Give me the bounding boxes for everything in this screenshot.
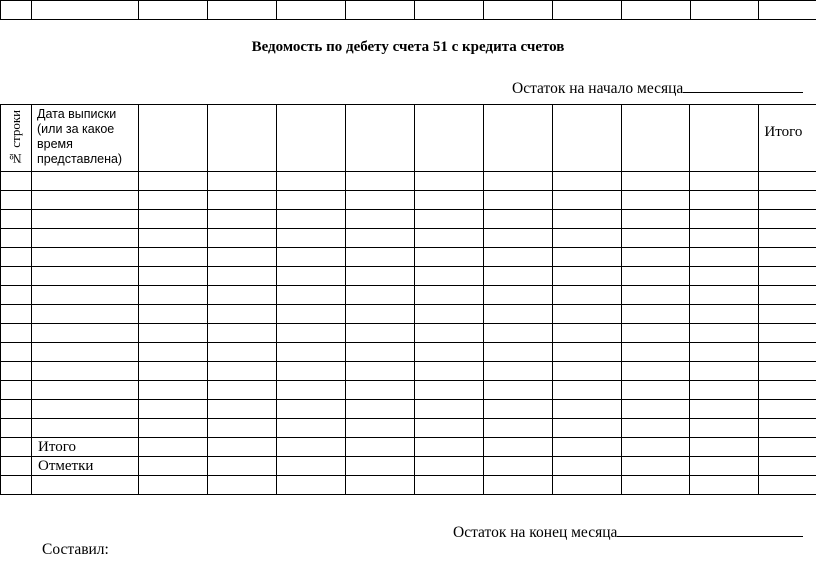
footer-total-label: Итого bbox=[32, 438, 139, 457]
header-account-cell[interactable] bbox=[690, 105, 759, 172]
table-row[interactable] bbox=[1, 343, 816, 362]
page-title: Ведомость по дебету счета 51 с кредита счетов bbox=[251, 39, 565, 55]
table-row[interactable] bbox=[1, 229, 816, 248]
table-header-row bbox=[1, 105, 816, 172]
closing-balance-field[interactable] bbox=[617, 522, 803, 537]
opening-balance bbox=[512, 78, 803, 98]
table-row[interactable] bbox=[1, 476, 816, 495]
header-date: Дата выписки (или за какое время представлена) bbox=[32, 105, 139, 172]
opening-balance-field[interactable] bbox=[683, 78, 803, 93]
table-row[interactable] bbox=[1, 267, 816, 286]
header-account-cell[interactable] bbox=[621, 105, 690, 172]
table-row[interactable] bbox=[1, 400, 816, 419]
table-row[interactable] bbox=[1, 248, 816, 267]
ledger-table bbox=[0, 104, 816, 495]
header-account-cell[interactable] bbox=[483, 105, 552, 172]
table-row[interactable] bbox=[1, 286, 816, 305]
closing-balance-label: Остаток на конец месяца bbox=[453, 524, 618, 541]
table-row[interactable] bbox=[1, 172, 816, 191]
top-table-strip bbox=[0, 0, 816, 20]
table-row-total[interactable] bbox=[1, 438, 816, 457]
table-row[interactable] bbox=[1, 419, 816, 438]
header-account-cell[interactable] bbox=[414, 105, 483, 172]
header-account-cell[interactable] bbox=[207, 105, 276, 172]
header-account-cell[interactable] bbox=[345, 105, 414, 172]
footer-marks-label: Отметки bbox=[32, 457, 139, 476]
table-row[interactable] bbox=[1, 362, 816, 381]
compiled-by: Составил: bbox=[42, 541, 109, 558]
table-row[interactable] bbox=[1, 191, 816, 210]
header-account-cell[interactable] bbox=[138, 105, 207, 172]
header-account-cell[interactable] bbox=[276, 105, 345, 172]
header-account-cell[interactable] bbox=[552, 105, 621, 172]
closing-balance bbox=[453, 522, 803, 542]
table-row-marks[interactable] bbox=[1, 457, 816, 476]
header-row-number: № строки bbox=[1, 105, 32, 172]
table-row[interactable] bbox=[1, 210, 816, 229]
table-row[interactable] bbox=[1, 381, 816, 400]
header-total: Итого bbox=[759, 105, 816, 172]
table-row[interactable] bbox=[1, 324, 816, 343]
table-row[interactable] bbox=[1, 305, 816, 324]
opening-balance-label: Остаток на начало месяца bbox=[512, 80, 684, 97]
